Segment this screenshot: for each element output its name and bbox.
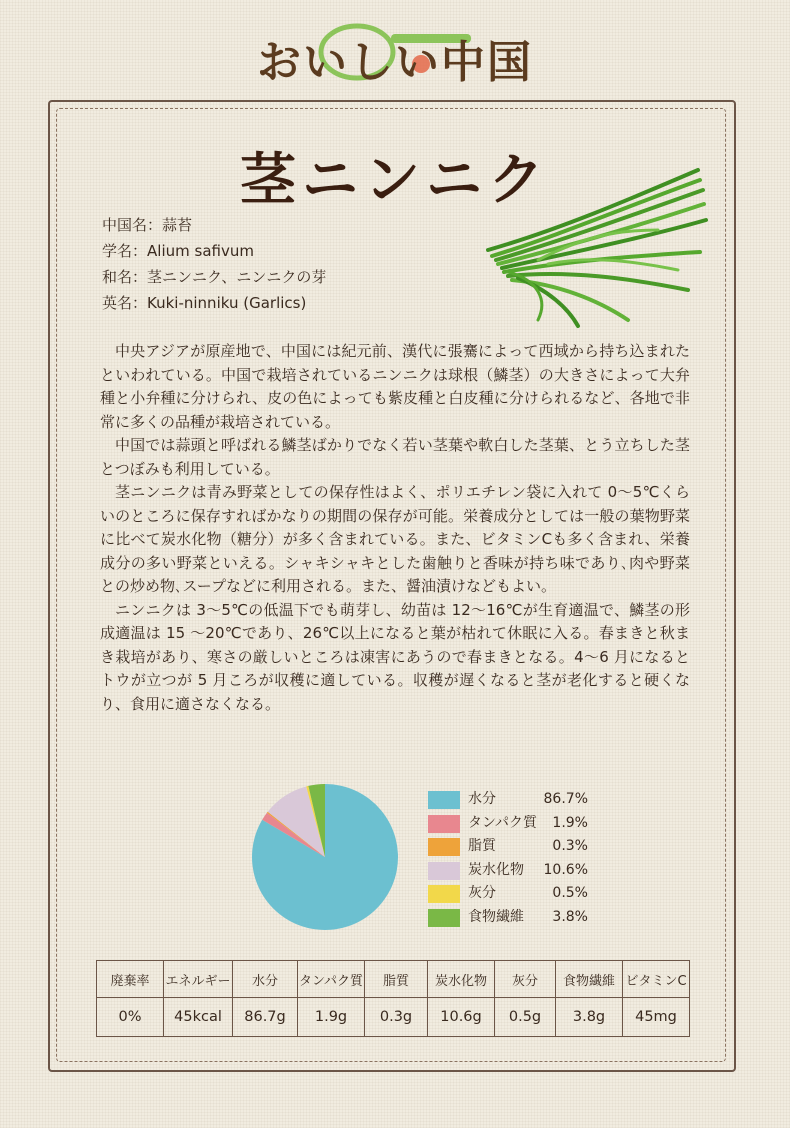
legend-swatch: [428, 838, 460, 856]
paragraph-cultivation: ニンニクは 3～5℃の低温下でも萌芽し、幼苗は 12～16℃が生育適温で、鱗茎の形成適温は 15 ～20℃であり、26℃以上になると葉が枯れて休眠に入る。春まきと秋まき栽培があり、寒さの厳しいところは凍害にあうので春まきとなる。4～6 月になるとトウが立つが 5 月ころが収穫に適している。収穫が遅くなると茎が老化すると硬くなり、食用に適さなくなる。: [100, 600, 690, 713]
page-title: 茎ニンニク: [240, 148, 550, 213]
garlic-scape-image: [478, 160, 708, 330]
legend-label: 水分: [468, 791, 496, 807]
legend-swatch: [428, 909, 460, 927]
legend-swatch: [428, 862, 460, 880]
logo: [245, 12, 545, 90]
legend-value: 0.3%: [552, 838, 588, 854]
pie-legend: [428, 788, 628, 929]
table-cell: 86.7g: [233, 998, 298, 1037]
info-block: [102, 212, 326, 316]
table-header: 灰分: [495, 961, 556, 998]
description-text: [100, 340, 690, 716]
legend-item: [428, 906, 628, 930]
paragraph-storage: 茎ニンニクは青み野菜としての保存性はよく、ポリエチレン袋に入れて 0～5℃くらいのところに保存すればかなりの期間の保存が可能。栄養成分としては一般の葉物野菜に比べて炭水化物（糖分）が多く含まれている。また、ビタミンCも多く含まれ、栄養成分の多い野菜といえる。シャキシャキとした歯触りと香味が持ち味であり､肉や野菜との炒め物､スープなどに利用される。また、醤油漬けなどもよい。: [100, 483, 690, 595]
table-cell: 45kcal: [164, 998, 233, 1037]
legend-item: [428, 835, 628, 859]
legend-item: [428, 812, 628, 836]
table-header: 脂質: [365, 961, 428, 998]
legend-label: 食物繊維: [468, 908, 524, 925]
table-cell: 10.6g: [428, 998, 495, 1037]
table-header: 食物繊維: [556, 961, 623, 998]
table-cell: 0%: [97, 998, 164, 1037]
legend-item: [428, 859, 628, 883]
paragraph-usage: 中国では蒜頭と呼ばれる鱗茎ばかりでなく若い茎葉や軟白した茎葉、とう立ちした茎とつぼみも利用している。: [100, 436, 690, 478]
legend-swatch: [428, 791, 460, 809]
legend-value: 10.6%: [543, 861, 588, 878]
table-cell: 45mg: [623, 998, 690, 1037]
nutrition-table: [96, 960, 690, 1037]
table-header: 廃棄率: [97, 961, 164, 998]
info-row-japanese-name: 和名：茎ニンニク、ニンニクの芽: [102, 268, 327, 286]
logo-text: おいしい中国: [257, 37, 533, 88]
legend-item: [428, 882, 628, 906]
table-cell: 1.9g: [298, 998, 365, 1037]
legend-value: 86.7%: [543, 791, 588, 807]
table-header-row: [97, 961, 690, 998]
table-header: 水分: [233, 961, 298, 998]
legend-item: [428, 788, 628, 812]
table-header: タンパク質: [298, 961, 365, 998]
table-row: [97, 998, 690, 1037]
info-row-scientific-name: 学名：Alium safivum: [102, 242, 254, 260]
info-row-english-name: 英名：Kuki-ninniku (Garlics): [102, 294, 307, 312]
info-row-chinese-name: 中国名：蒜苔: [102, 216, 193, 234]
legend-value: 1.9%: [552, 814, 588, 831]
legend-label: 炭水化物: [468, 861, 524, 878]
table-cell: 3.8g: [556, 998, 623, 1037]
table-header: 炭水化物: [428, 961, 495, 998]
nutrition-pie-chart: [250, 782, 400, 932]
legend-label: 脂質: [468, 838, 496, 854]
legend-swatch: [428, 885, 460, 903]
legend-label: タンパク質: [468, 814, 538, 831]
legend-value: 3.8%: [552, 908, 588, 925]
table-cell: 0.5g: [495, 998, 556, 1037]
table-header: ビタミンC: [623, 961, 690, 998]
table-header: エネルギー: [164, 961, 233, 998]
legend-label: 灰分: [468, 885, 496, 901]
legend-swatch: [428, 815, 460, 833]
table-cell: 0.3g: [365, 998, 428, 1037]
paragraph-origin: 中央アジアが原産地で、中国には紀元前、漢代に張騫によって西域から持ち込まれたといわれている。中国で栽培されているニンニクは球根（鱗茎）の大きさによって大弁種と小弁種に分けられ、皮の色によっても紫皮種と白皮種に分けられるなど、各地で非常に多くの品種が栽培されている。: [100, 342, 690, 431]
legend-value: 0.5%: [552, 885, 588, 901]
